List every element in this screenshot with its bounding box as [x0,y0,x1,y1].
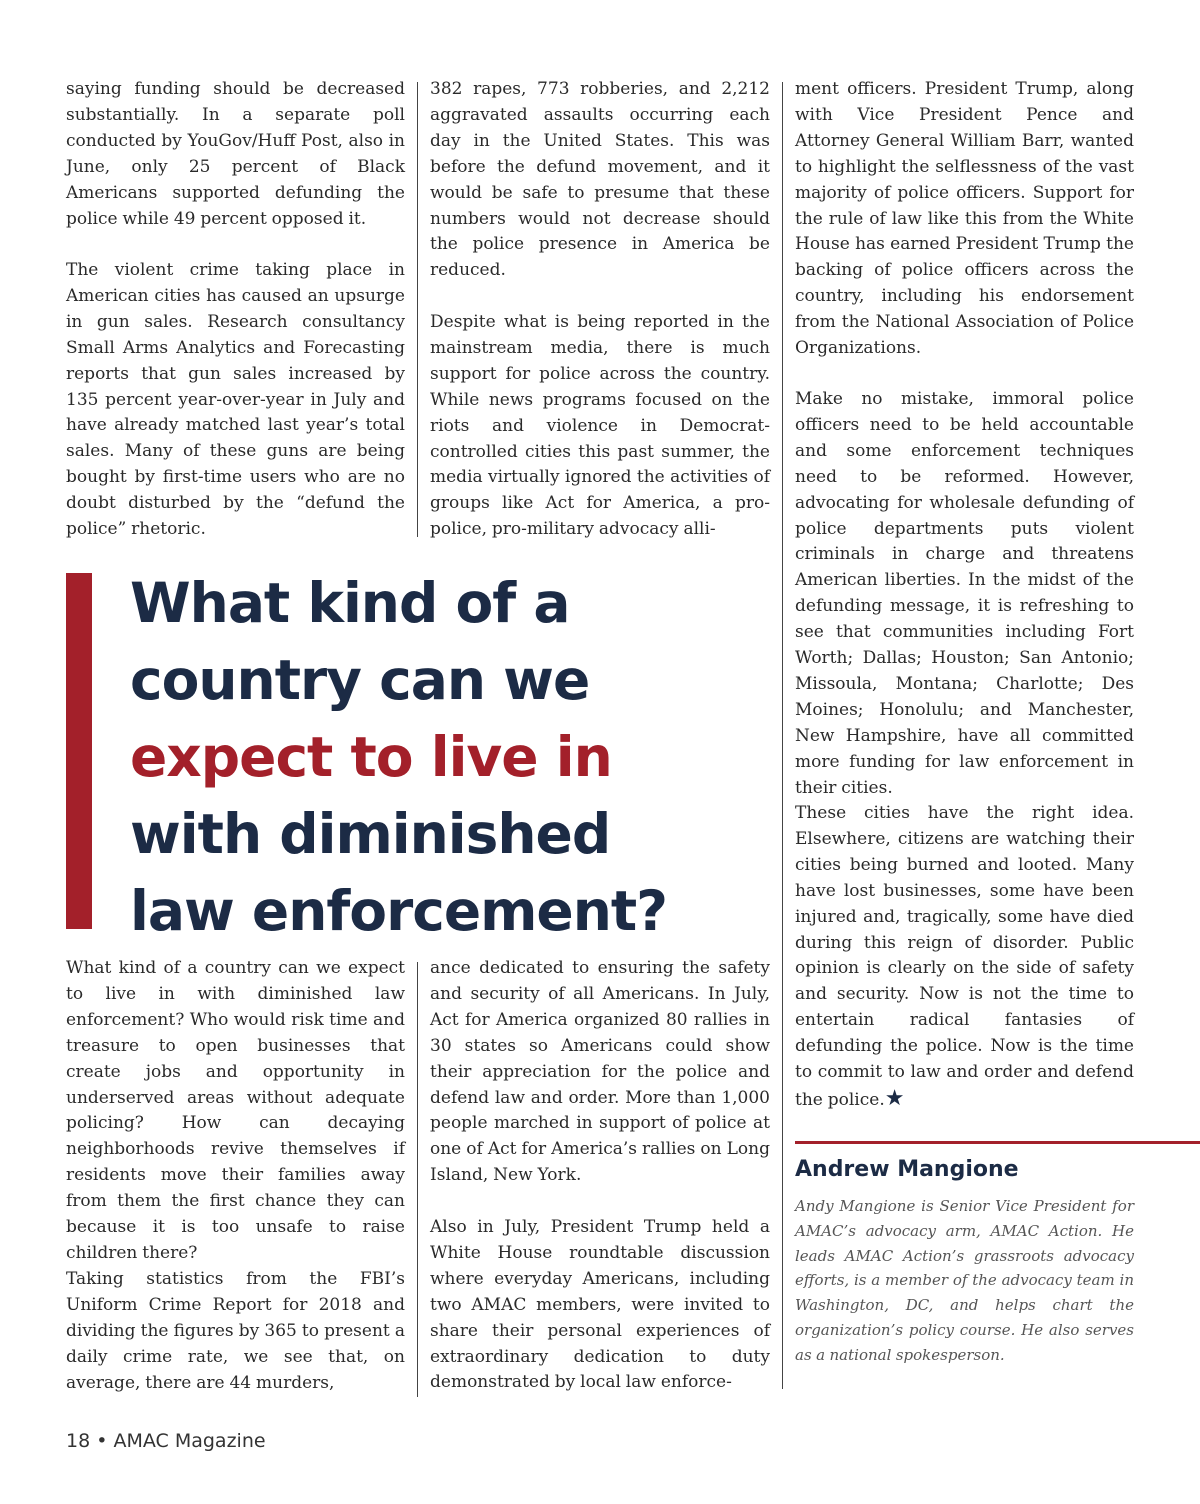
body-paragraph: Despite what is being reported in the mainstream media, there is much support for police across the country. While news programs focused on the riots and violence in Democrat-controlled cities this past summer, the media virtually ignored the activities of groups like Act for America, a pro-police, pro-military advocacy alli- [430,312,770,540]
body-paragraph: What kind of a country can we expect to live in with diminished law enforcement? Who would risk time and treasure to open businesses that create jobs and opportunity in underserved areas without adequate policing? How can decaying neighborhoods revive themselves if residents move their families away from them the first chance they can because it is too unsafe to raise children there? [66,958,405,1263]
body-paragraph: Also in July, President Trump held a White House roundtable discussion where everyday Americans, including two AMAC members, were invited to share their personal experiences of extraordinary dedication to duty demonstrated by local law enforce- [430,1217,770,1393]
pull-quote-line: with diminished [130,802,611,866]
column-divider-2 [782,82,783,1389]
page-footer: 18 • AMAC Magazine [66,1430,266,1452]
body-paragraph: 382 rapes, 773 robberies, and 2,212 aggravated assaults occurring each day in the United States. This was before the defund movement, and it would be safe to presume that these numbers would not decrease should the police presence in America be reduced. [430,79,770,281]
pull-quote-bar [66,573,92,929]
star-icon: ★ [884,1085,905,1111]
author-bio: Andy Mangione is Senior Vice President for AMAC’s advocacy arm, AMAC Action. He leads AMAC Action’s grassroots advocacy efforts, is a member of the advocacy team in Washington, DC, and helps chart the organization’s policy course. He also serves as a national spokesperson. [795,1197,1134,1364]
pull-quote-line: country can we [130,648,590,712]
body-paragraph: ance dedicated to ensuring the safety and security of all Americans. In July, Act for America organized 80 rallies in 30 states so Americans could show their appreciation for the police and defend law and order. More than 1,000 people marched in support of police at one of Act for America’s rallies on Long Island, New York. [430,958,770,1186]
pull-quote-highlight: expect to live in [130,725,612,789]
final-paragraph-text: These cities have the right idea. Elsewhere, citizens are watching their cities being burned and looted. Many have lost businesses, some have been injured and, tragically, some have died during this reign of disorder. Public opinion is clearly on the side of safety and security. Now is not the time to entertain radical fantasies of defunding the police. Now is the time to commit to law and order and defend the police. [795,803,1134,1110]
body-paragraph: Make no mistake, immoral police officers need to be held accountable and some enforcement techniques need to be reformed. However, advocating for wholesale defunding of police departments puts violent criminals in charge and threatens American liberties. In the midst of the defunding message, it is refreshing to see that communities including Fort Worth; Dallas; Houston; San Antonio; Missoula, Montana; Charlotte; Des Moines; Honolulu; and Manchester, New Hampshire, have all committed more funding for law enforcement in their cities. [795,389,1134,798]
pull-quote-line: law enforcement? [130,879,668,943]
column-divider-1-bottom [417,962,418,1397]
body-paragraph: ment officers. President Trump, along with Vice President Pence and Attorney General William Barr, wanted to highlight the selflessness of the vast majority of police officers. Support for the rule of law like this from the White House has earned President Trump the backing of police officers across the country, including his endorsement from the National Association of Police Organizations. [795,79,1134,359]
pull-quote [130,565,770,950]
body-paragraph-final [795,801,1134,1114]
body-paragraph: The violent crime taking place in American cities has caused an upsurge in gun sales. Research consultancy Small Arms Analytics and Forecasting reports that gun sales increased by 135 percent year-over-year in July and have already matched last year’s total sales. Many of these guns are being bought by first-time users who are no doubt disturbed by the “defund the police” rhetoric. [66,260,405,540]
bio-divider [795,1141,1200,1144]
author-name: Andrew Mangione [795,1157,1019,1182]
pull-quote-line: What kind of a [130,571,570,635]
column-divider-1-top [417,82,418,537]
body-paragraph: Taking statistics from the FBI’s Uniform Crime Report for 2018 and dividing the figures by 365 to present a daily crime rate, we see that, on average, there are 44 murders, [66,1269,405,1393]
body-paragraph: saying funding should be decreased substantially. In a separate poll conducted by YouGov/Huff Post, also in June, only 25 percent of Black Americans supported defunding the police while 49 percent opposed it. [66,79,405,229]
